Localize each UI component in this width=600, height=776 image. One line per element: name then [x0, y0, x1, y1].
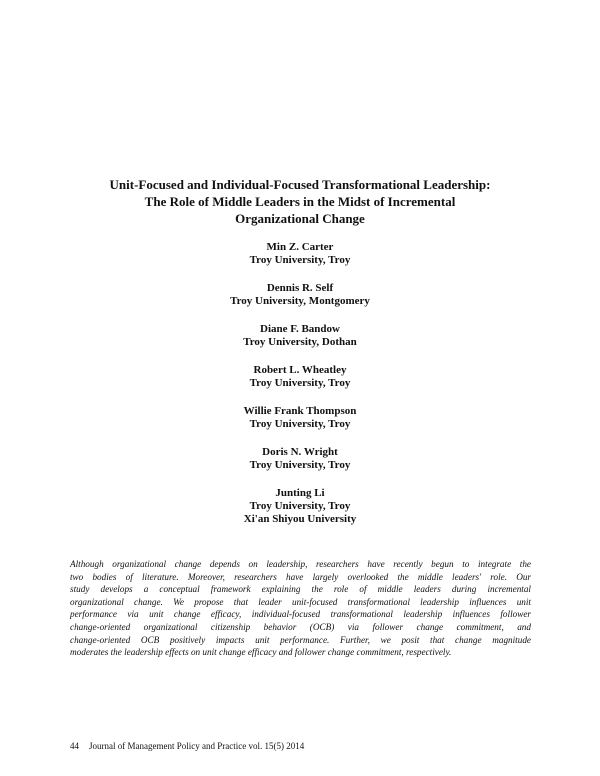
author-block: [60, 487, 540, 526]
author-name: Junting Li: [275, 487, 325, 499]
title-line: Unit-Focused and Individual-Focused Transformational Leadership:: [109, 177, 491, 192]
author-affiliation: Xi'an Shiyou University: [243, 513, 357, 525]
journal-citation: Journal of Management Policy and Practice vol. 15(5) 2014: [89, 741, 305, 751]
abstract-line: study develops a conceptual framework explaining the role of middle leaders during incremental: [70, 584, 531, 595]
author-block: [60, 446, 540, 472]
page-number: 44: [70, 741, 79, 751]
abstract-line: Although organizational change depends on leadership, researchers have recently begun to integrate the: [70, 559, 531, 569]
author-affiliation: Troy University, Troy: [249, 377, 351, 389]
author-name: Min Z. Carter: [266, 241, 334, 253]
abstract-line: organizational change. We propose that leader unit-focused transformational leadership influences unit: [70, 596, 531, 607]
title-line: The Role of Middle Leaders in the Midst of Incremental: [144, 194, 456, 209]
author-affiliation: Troy University, Montgomery: [230, 295, 370, 307]
author-block: [60, 282, 540, 308]
author-name: Robert L. Wheatley: [253, 364, 347, 376]
abstract-line: change-oriented OCB positively impacts unit performance. Further, we posit that change magnitude: [70, 634, 531, 645]
abstract-line: two bodies of literature. Moreover, researchers have largely overlooked the middle leaders' role. Our: [70, 571, 531, 582]
paper-title: [60, 176, 540, 227]
abstract-line: performance via unit change efficacy, individual-focused transformational leadership influences follower: [70, 609, 531, 620]
abstract-line: moderates the leadership effects on unit change efficacy and follower change commitment, respectively.: [70, 647, 452, 658]
author-block: [60, 241, 540, 267]
author-block: [60, 323, 540, 349]
author-affiliation: Troy University, Troy: [249, 254, 351, 266]
author-block: [60, 405, 540, 431]
author-affiliation: Troy University, Troy: [249, 459, 351, 471]
author-name: Doris N. Wright: [262, 446, 338, 458]
author-block: [60, 364, 540, 390]
author-name: Diane F. Bandow: [260, 323, 340, 335]
author-list: [60, 241, 540, 541]
title-line: Organizational Change: [235, 211, 365, 226]
author-affiliation: Troy University, Dothan: [243, 336, 357, 348]
abstract: [70, 558, 531, 659]
abstract-line: change-oriented organizational citizenship behavior (OCB) via follower change commitment, and: [70, 621, 531, 632]
author-name: Dennis R. Self: [266, 282, 334, 294]
page-footer: [70, 741, 304, 752]
author-affiliation: Troy University, Troy: [249, 418, 351, 430]
author-name: Willie Frank Thompson: [243, 405, 357, 417]
author-affiliation: Troy University, Troy: [249, 500, 351, 512]
